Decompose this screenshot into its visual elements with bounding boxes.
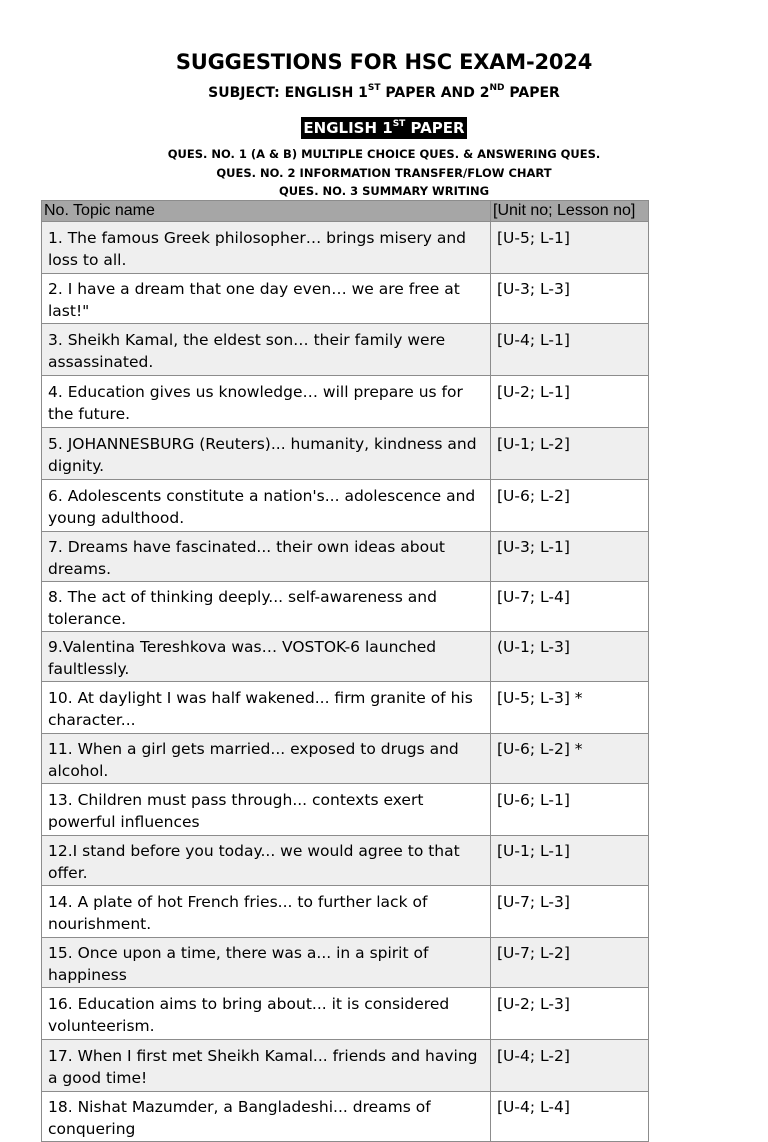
table-row: [42, 632, 649, 682]
question-line-3: QUES. NO. 3 SUMMARY WRITING: [278, 184, 490, 198]
table-row: [42, 1092, 649, 1142]
subject-prefix: SUBJECT: ENGLISH 1: [208, 85, 368, 101]
subject-line: [0, 85, 768, 101]
topic-cell: 18. Nishat Mazumder, a Bangladeshi... dreams of conquering: [42, 1092, 491, 1142]
banner-suffix: PAPER: [405, 119, 465, 137]
subject-suffix: PAPER: [504, 85, 560, 101]
topic-cell: 6. Adolescents constitute a nation's... adolescence and young adulthood.: [42, 480, 491, 532]
subject-sup-second: ND: [489, 83, 505, 93]
unit-cell: [U-2; L-1]: [491, 376, 649, 428]
subject-middle: PAPER AND 2: [380, 85, 490, 101]
unit-cell: [U-3; L-3]: [491, 274, 649, 324]
unit-cell: [U-6; L-2]: [491, 480, 649, 532]
unit-cell: [U-7; L-4]: [491, 582, 649, 632]
question-line-2: QUES. NO. 2 INFORMATION TRANSFER/FLOW CHART: [216, 166, 552, 180]
unit-cell: [U-3; L-1]: [491, 532, 649, 582]
topic-cell: 4. Education gives us knowledge… will prepare us for the future.: [42, 376, 491, 428]
unit-cell: [U-4; L-2]: [491, 1040, 649, 1092]
topic-cell: 9.Valentina Tereshkova was… VOSTOK-6 launched faultlessly.: [42, 632, 491, 682]
unit-cell: [U-6; L-2] *: [491, 734, 649, 784]
subject-sup-first: ST: [367, 83, 381, 93]
banner-prefix: ENGLISH 1: [303, 119, 393, 137]
table-row: [42, 1040, 649, 1092]
table-row: [42, 324, 649, 376]
question-line-1: QUES. NO. 1 (A & B) MULTIPLE CHOICE QUES. & ANSWERING QUES.: [167, 147, 601, 161]
topic-cell: 14. A plate of hot French fries... to further lack of nourishment.: [42, 886, 491, 938]
table-row: [42, 222, 649, 274]
section-banner-wrap: [0, 117, 768, 139]
unit-cell: [U-5; L-1]: [491, 222, 649, 274]
unit-cell: [U-4; L-4]: [491, 1092, 649, 1142]
table-row: [42, 682, 649, 734]
table-row: [42, 376, 649, 428]
header-topic: No. Topic name: [42, 201, 491, 222]
unit-cell: [U-7; L-3]: [491, 886, 649, 938]
topic-cell: 8. The act of thinking deeply... self-awareness and tolerance.: [42, 582, 491, 632]
table-row: [42, 784, 649, 836]
table-row: [42, 274, 649, 324]
table-row: [42, 836, 649, 886]
topic-cell: 5. JOHANNESBURG (Reuters)... humanity, kindness and dignity.: [42, 428, 491, 480]
header-unit: [Unit no; Lesson no]: [491, 201, 649, 222]
unit-cell: [U-1; L-1]: [491, 836, 649, 886]
table-row: [42, 938, 649, 988]
topic-cell: 1. The famous Greek philosopher… brings misery and loss to all.: [42, 222, 491, 274]
banner-sup: ST: [392, 119, 406, 129]
topic-cell: 2. I have a dream that one day even… we are free at last!": [42, 274, 491, 324]
unit-cell: [U-2; L-3]: [491, 988, 649, 1040]
table-row: [42, 582, 649, 632]
table-row: [42, 988, 649, 1040]
unit-cell: (U-1; L-3]: [491, 632, 649, 682]
topic-cell: 17. When I first met Sheikh Kamal... friends and having a good time!: [42, 1040, 491, 1092]
table-row: [42, 532, 649, 582]
unit-cell: [U-4; L-1]: [491, 324, 649, 376]
table-row: [42, 480, 649, 532]
topic-cell: 10. At daylight I was half wakened... firm granite of his character...: [42, 682, 491, 734]
page-title: SUGGESTIONS FOR HSC EXAM-2024: [175, 50, 593, 74]
topic-cell: 12.I stand before you today... we would agree to that offer.: [42, 836, 491, 886]
section-banner: [301, 117, 466, 139]
table-row: [42, 886, 649, 938]
topic-cell: 11. When a girl gets married... exposed to drugs and alcohol.: [42, 734, 491, 784]
topic-cell: 13. Children must pass through... contexts exert powerful influences: [42, 784, 491, 836]
topic-cell: 16. Education aims to bring about... it is considered volunteerism.: [42, 988, 491, 1040]
unit-cell: [U-1; L-2]: [491, 428, 649, 480]
unit-cell: [U-7; L-2]: [491, 938, 649, 988]
topic-cell: 3. Sheikh Kamal, the eldest son… their family were assassinated.: [42, 324, 491, 376]
topic-cell: 15. Once upon a time, there was a... in a spirit of happiness: [42, 938, 491, 988]
table-row: [42, 428, 649, 480]
unit-cell: [U-6; L-1]: [491, 784, 649, 836]
topics-table: [41, 200, 649, 1142]
table-row: [42, 734, 649, 784]
topic-cell: 7. Dreams have fascinated... their own ideas about dreams.: [42, 532, 491, 582]
table-header-row: [42, 201, 649, 222]
unit-cell: [U-5; L-3] *: [491, 682, 649, 734]
